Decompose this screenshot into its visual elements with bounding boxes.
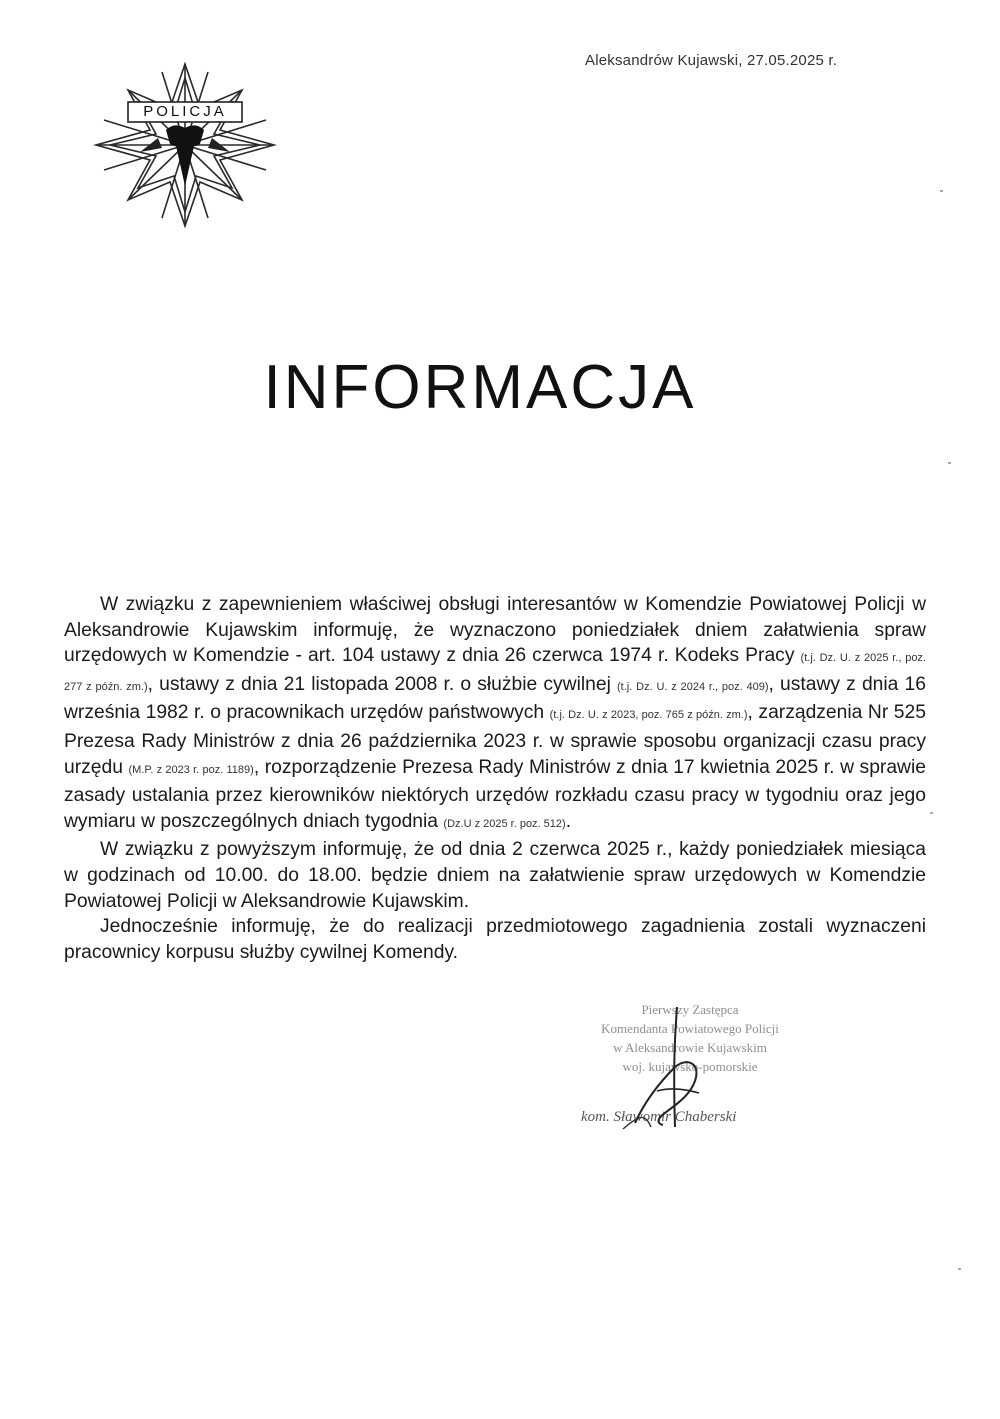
legal-citation: (M.P. z 2023 r. poz. 1189) (128, 763, 254, 776)
stamp-line-1: Pierwszy Zastępca (641, 1002, 739, 1017)
legal-citation: (t.j. Dz. U. z 2023, poz. 765 z późn. zm.) (549, 709, 748, 722)
stamp-line-2: Komendanta Powiatowego Policji (601, 1021, 779, 1036)
paragraph-1 (64, 592, 926, 837)
body-text (64, 592, 926, 965)
stamp-line-3: w Aleksandrowie Kujawskim (613, 1040, 767, 1055)
official-stamp (545, 1000, 835, 1140)
scan-speck (948, 462, 951, 464)
scan-speck (930, 812, 933, 814)
handwritten-signature (615, 1005, 725, 1135)
legal-citation: (Dz.U z 2025 r. poz. 512) (443, 817, 566, 830)
page-title: INFORMACJA (263, 353, 697, 422)
paragraph-segment: , ustawy z dnia 21 listopada 2008 r. o służbie cywilnej (147, 673, 618, 695)
scan-speck (940, 190, 943, 192)
place-date: Aleksandrów Kujawski, 27.05.2025 r. (585, 52, 838, 69)
police-star-emblem (92, 60, 278, 230)
paragraph-segment: W związku z zapewnieniem właściwej obsługi interesantów w Komendzie Powiatowej Policji w Aleksandrowie Kujawskim informuję, że wyznaczono poniedziałek dniem załatwienia spraw urzędowych w Komendzie - art. 104 ustawy z dnia 26 czerwca 1974 r. Kodeks Pracy (64, 594, 926, 667)
paragraph-segment: , zarządzenia Nr 525 Prezesa Rady Ministrów z dnia 26 października 2023 r. w sprawie sposobu organizacji czasu pracy urzędu (64, 702, 926, 778)
emblem-text: POLICJA (143, 103, 227, 120)
paragraph-segment: , rozporządzenie Prezesa Rady Ministrów z dnia 17 kwietnia 2025 r. w sprawie zasady ustalania przez kierowników niektórych urzędów rozkładu czasu pracy w tygodniu oraz jego wymiaru w poszczególnych dniach tygodnia (64, 756, 926, 832)
stamp-line-4: woj. kujawsko-pomorskie (622, 1059, 758, 1074)
paragraph-2: W związku z powyższym informuję, że od dnia 2 czerwca 2025 r., każdy poniedziałek miesiąca w godzinach od 10.00. do 18.00. będzie dniem na załatwienie spraw urzędowych w Komendzie Powiatowej Policji w Aleksandrowie Kujawskim. (64, 839, 926, 912)
legal-citation: (t.j. Dz. U. z 2025 r., poz. 277 z późn. zm.) (64, 652, 926, 693)
legal-citation: (t.j. Dz. U. z 2024 r., poz. 409) (617, 680, 769, 693)
paragraph-segment: , ustawy z dnia 16 września 1982 r. o pracownikach urzędów państwowych (64, 673, 926, 724)
paragraph-segment: . (565, 810, 572, 832)
scan-speck (958, 1268, 961, 1270)
stamp-signatory-name: kom. Sławomir Chaberski (581, 1109, 737, 1125)
paragraph-3: Jednocześnie informuję, że do realizacji przedmiotowego zagadnienia zostali wyznaczeni pracownicy korpusu służby cywilnej Komendy. (64, 916, 926, 963)
